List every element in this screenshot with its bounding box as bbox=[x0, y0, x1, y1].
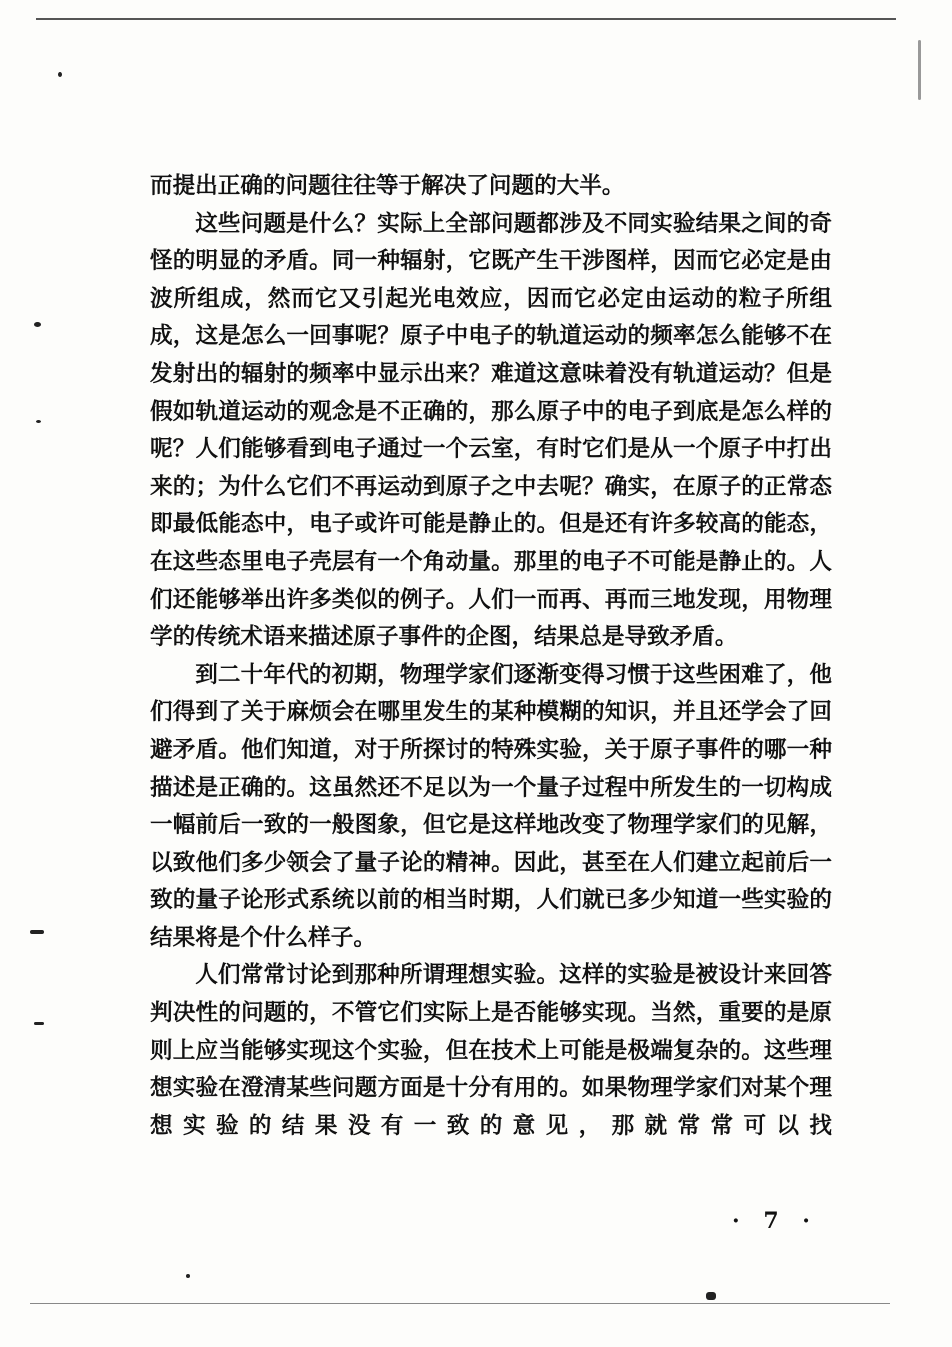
scan-speck bbox=[34, 322, 41, 327]
scan-speck bbox=[186, 1274, 190, 1278]
page-number: · 7 · bbox=[732, 1208, 818, 1234]
top-edge-line bbox=[36, 18, 896, 20]
scan-speck bbox=[58, 72, 62, 77]
scan-speck bbox=[30, 930, 44, 934]
scan-speck bbox=[918, 40, 921, 100]
paragraph-twenties: 到二十年代的初期，物理学家们逐渐变得习惯于这些困难了，他们得到了关于麻烦会在哪里发生的某种模糊的知识，并且还学会了回避矛盾。他们知道，对于所探讨的特殊实验，关于原子事件的哪一种描述是正确的。这虽然还不足以为一个量子过程中所发生的一切构成一幅前后一致的一般图象，但它是这样地改变了物理学家们的见解，以致他们多少领会了量子论的精神。因此，甚至在人们建立起前后一致的量子论形式系统以前的相当时期，人们就已多少知道一些实验的结果将是个什么样子。 bbox=[150, 661, 832, 951]
scan-speck bbox=[706, 1292, 716, 1300]
paragraph-continuation: 而提出正确的问题往往等于解决了问题的大半。 bbox=[150, 173, 625, 199]
paragraph-thought-experiments: 人们常常讨论到那种所谓理想实验。这样的实验是被设计来回答判决性的问题的，不管它们实际上是否能够实现。当然，重要的是原则上应当能够实现这个实验，但在技术上可能是极端复杂的。这些理想实验在澄清某些问题方面是十分有用的。如果物理学家们对某个理想实验的结果没有一致的意见，那就常常可以找 bbox=[150, 962, 832, 1139]
bottom-edge-line bbox=[30, 1303, 890, 1304]
paragraph-questions: 这些问题是什么？实际上全部问题都涉及不同实验结果之间的奇怪的明显的矛盾。同一种辐射，它既产生干涉图样，因而它必定是由波所组成，然而它又引起光电效应，因而它必定由运动的粒子所组成，这是怎么一回事呢？原子中电子的轨道运动的频率怎么能够不在发射出的辐射的频率中显示出来？难道这意味着没有轨道运动？但是假如轨道运动的观念是不正确的，那么原子中的电子到底是怎么样的呢？人们能够看到电子通过一个云室，有时它们是从一个原子中打出来的；为什么它们不再运动到原子之中去呢？确实，在原子的正常态即最低能态中，电子或许可能是静止的。但是还有许多较高的能态，在这些态里电子壳层有一个角动量。那里的电子不可能是静止的。人们还能够举出许多类似的例子。人们一而再、再而三地发现，用物理学的传统术语来描述原子事件的企图，结果总是导致矛盾。 bbox=[150, 210, 832, 651]
scan-speck bbox=[34, 1022, 44, 1025]
body-text bbox=[150, 168, 832, 1145]
scan-speck bbox=[36, 420, 41, 423]
